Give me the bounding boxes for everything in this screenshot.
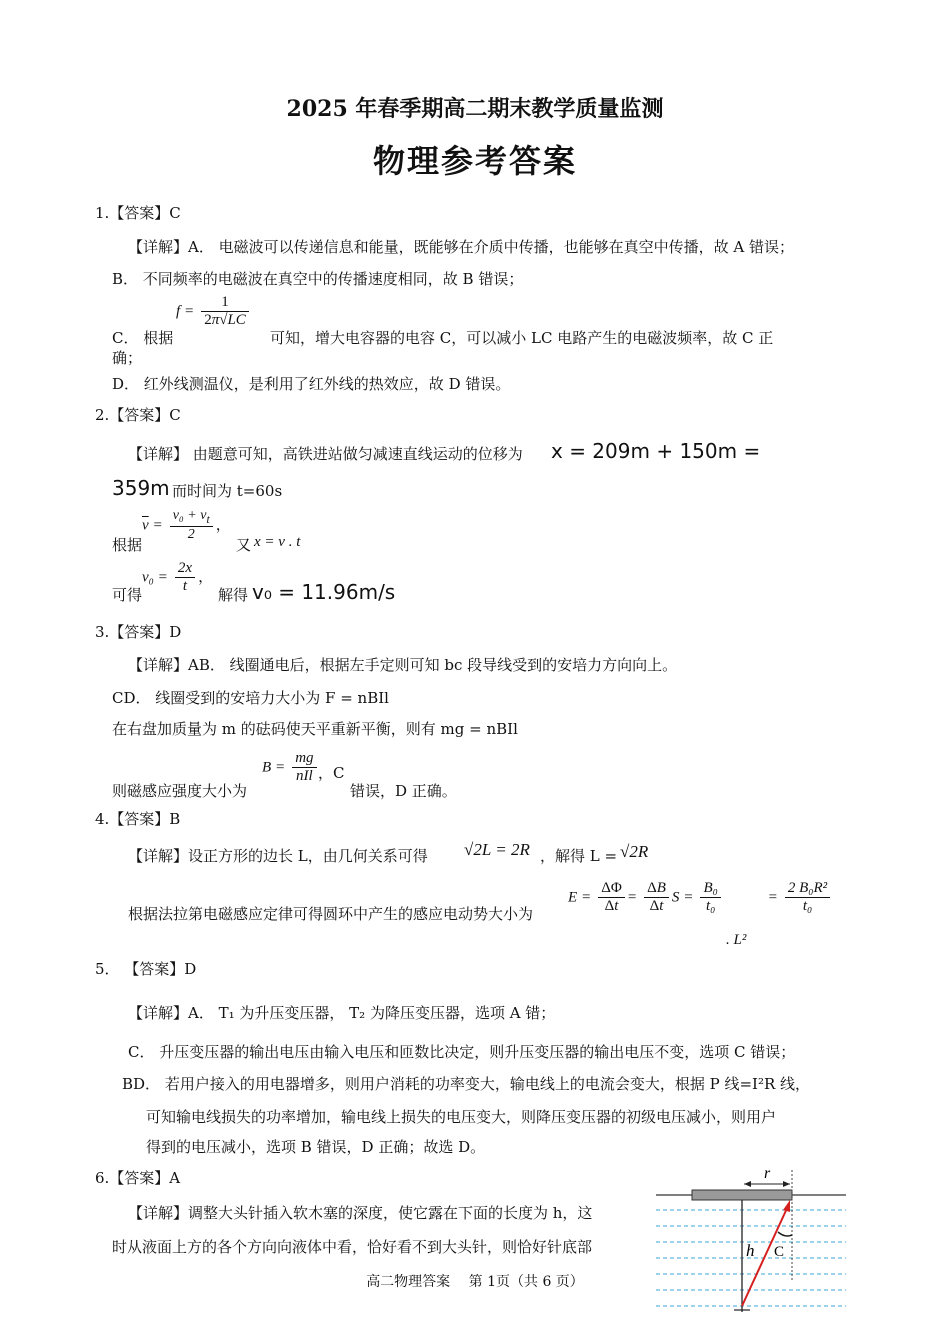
q4-emf-formula: E = $\frac{\Delta\Phi}{\Delta t}$ = $\frac{\Delta B}{\Delta t}$ S = $\frac{\text{B₀}}{\text{t₀}}$ = $\frac{\text{2 B₀R²}}{\text{t₀}}$ (568, 880, 833, 915)
q1-answer: 1.【答案】C (95, 204, 181, 222)
q4-line1-res: √2R (620, 842, 649, 861)
label-c: C (774, 1244, 785, 1260)
q4-line2-tail: . L² (726, 932, 747, 948)
q1-explain-c-end: 确； (112, 349, 143, 367)
q1-explain-b: B． 不同频率的电磁波在真空中的传播速度相同，故 B 错误； (112, 270, 524, 288)
label-h: h (746, 1241, 755, 1260)
q2-line2-math: 359m (112, 476, 170, 500)
q3-line4-c: ，C (318, 764, 345, 782)
page-title: 2025 年春季期高二期末教学质量监测 (286, 96, 664, 122)
q1-explain-c-pre: C． 根据 (112, 329, 174, 347)
q1-explain-d: D． 红外线测温仪，是利用了红外线的热效应，故 D 错误。 (112, 375, 511, 393)
q3-line4-pre: 则磁感应强度大小为 (112, 782, 248, 800)
page-subtitle: 物理参考答案 (372, 142, 577, 180)
label-r: r (764, 1165, 771, 1182)
q2-line3-pre: 根据 (112, 536, 143, 554)
q2-line3-eq: x = v . t (254, 534, 301, 550)
q2-line1-math: x = 209m + 150m = (551, 439, 761, 463)
q2-v0-formula: v₀ = $\frac{2x}{t}$ ， (142, 560, 214, 594)
q4-line1-eq: √2L = 2R (464, 840, 530, 859)
q2-line4-math: v₀ = 11.96m/s (252, 580, 396, 604)
q3-line2: CD． 线圈受到的安培力大小为 F = nBIl (112, 689, 389, 707)
q4-line1-post: ，解得 L = (540, 847, 618, 865)
q5-line4: 可知输电线损失的功率增加，输电线上损失的电压变大，则降压变压器的初级电压减小，则用户 (146, 1108, 777, 1126)
q5-answer: 5． 【答案】D (95, 960, 197, 978)
cork-disc (692, 1190, 792, 1200)
q2-line4-pre: 可得 (112, 586, 143, 604)
q5-line2: C． 升压变压器的输出电压由输入电压和匝数比决定，则升压变压器的输出电压不变，选项 C 错误； (128, 1043, 796, 1061)
q4-line1-pre: 【详解】设正方形的边长 L，由几何关系可得 (128, 847, 428, 865)
q1-formula: f = $\frac{1}{2\pi√LC}$ (176, 294, 252, 329)
q2-line4-mid: 解得 (218, 586, 249, 604)
q2-line1: 【详解】 由题意可知，高铁进站做匀减速直线运动的位移为 (128, 445, 523, 463)
q2-answer: 2.【答案】C (95, 406, 181, 424)
q2-avg-formula: $\overline{v}$ = $\frac{v_0 + v_t}{2}$ ， (142, 508, 231, 542)
q2-line2: 而时间为 t=60s (172, 482, 283, 500)
pin-in-cork-diagram (652, 1160, 848, 1315)
q5-line3: BD． 若用户接入的用电器增多，则用户消耗的功率变大，输电线上的电流会变大，根据 P 线=I²R 线， (122, 1075, 811, 1093)
q6-line1: 【详解】调整大头针插入软木塞的深度，使它露在下面的长度为 h，这 (128, 1204, 593, 1222)
q2-line3-mid: 又 (236, 536, 252, 554)
q4-line2: 根据法拉第电磁感应定律可得圆环中产生的感应电动势大小为 (128, 905, 534, 923)
q4-answer: 4.【答案】B (95, 810, 181, 828)
q3-line3: 在右盘加质量为 m 的砝码使天平重新平衡，则有 mg = nBIl (112, 720, 518, 738)
q1-explain-a: 【详解】A． 电磁波可以传递信息和能量，既能够在介质中传播，也能够在真空中传播，故 A 错误； (128, 238, 794, 256)
q3-answer: 3.【答案】D (95, 623, 182, 641)
q3-b-formula: B = $\frac{mg}{\text{nIl}}$ (262, 750, 320, 785)
page-footer: 高二物理答案 第 1页（共 6 页） (366, 1274, 584, 1290)
critical-angle-arc (778, 1232, 792, 1236)
q1-explain-c: 可知，增大电容器的电容 C，可以减小 LC 电路产生的电磁波频率，故 C 正 (270, 329, 774, 347)
q6-answer: 6.【答案】A (95, 1169, 181, 1187)
q6-line2: 时从液面上方的各个方向向液体中看，恰好看不到大头针，则恰好针底部 (112, 1238, 593, 1256)
q5-line1: 【详解】A． T₁ 为升压变压器， T₂ 为降压变压器，选项 A 错； (128, 1004, 556, 1022)
q3-line1: 【详解】AB． 线圈通电后，根据左手定则可知 bc 段导线受到的安培力方向向上。 (128, 656, 678, 674)
q3-line4-post: 错误，D 正确。 (350, 782, 457, 800)
q5-line5: 得到的电压减小，选项 B 错误，D 正确；故选 D。 (146, 1138, 486, 1156)
